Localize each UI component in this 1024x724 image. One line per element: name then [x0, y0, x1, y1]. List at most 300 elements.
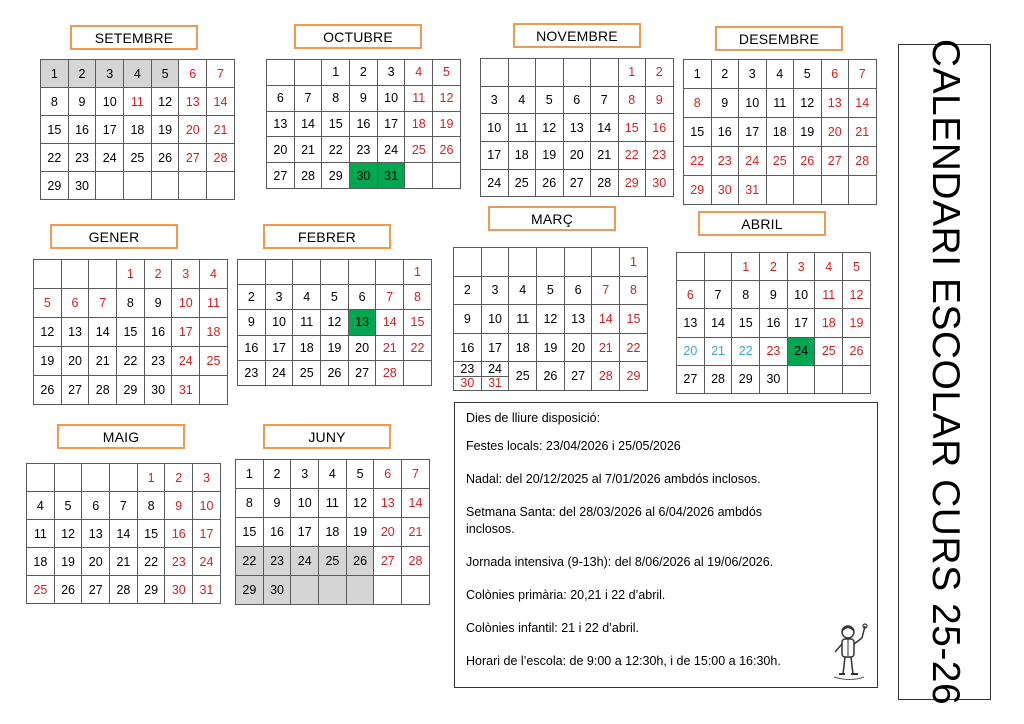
empty-day-cell [34, 260, 62, 289]
day-cell: 18 [508, 142, 536, 170]
week-row [684, 60, 877, 89]
empty-day-cell [96, 172, 124, 200]
day-cell: 2 [646, 59, 674, 87]
empty-day-cell [843, 365, 871, 393]
day-cell: 3 [291, 460, 319, 489]
day-cell: 25 [509, 362, 537, 391]
week-row [481, 59, 674, 87]
week-row [677, 253, 871, 281]
empty-day-cell [238, 260, 266, 285]
day-cell: 20 [821, 118, 849, 147]
month-title-setembre: SETEMBRE [70, 25, 198, 50]
day-cell: 7 [591, 86, 619, 114]
day-cell: 31 [172, 376, 200, 405]
empty-day-cell [319, 576, 347, 605]
empty-day-cell [346, 576, 374, 605]
note-setmana-santa: Setmana Santa: del 28/03/2026 al 6/04/2026 ambdós inclosos. [466, 505, 763, 536]
empty-day-cell [454, 248, 482, 277]
day-cell: 1 [137, 464, 165, 492]
day-number: 31 [488, 375, 502, 390]
day-cell: 3 [481, 86, 509, 114]
day-cell: 4 [508, 86, 536, 114]
week-row [34, 318, 228, 347]
empty-day-cell [27, 464, 55, 492]
week-row [34, 289, 228, 318]
day-cell: 5 [794, 60, 822, 89]
note-festes-locals: Festes locals: 23/04/2026 i 25/05/2026 [466, 439, 681, 453]
note-horari: Horari de l’escola: de 9:00 a 12:30h, i de 15:00 a 16:30h. [466, 654, 781, 668]
day-cell: 17 [265, 335, 293, 360]
day-cell: 25 [319, 547, 347, 576]
day-cell: 15 [732, 309, 760, 337]
empty-day-cell [124, 172, 152, 200]
day-cell: 13 [179, 88, 207, 116]
day-cell: 15 [684, 118, 712, 147]
day-cell: 4 [766, 60, 794, 89]
day-cell: 9 [646, 86, 674, 114]
day-cell: 5 [346, 460, 374, 489]
day-cell: 28 [849, 147, 877, 176]
week-row [236, 460, 430, 489]
day-cell: 13 [348, 310, 376, 335]
day-cell: 17 [193, 520, 221, 548]
day-cell: 5 [321, 285, 349, 310]
day-cell: 23 [646, 142, 674, 170]
day-cell: 12 [843, 281, 871, 309]
day-cell: 16 [646, 114, 674, 142]
day-cell: 20 [374, 518, 402, 547]
day-number: 24 [482, 363, 509, 377]
day-cell: 11 [509, 305, 537, 334]
day-cell: 26 [151, 144, 179, 172]
day-cell: 10 [172, 289, 200, 318]
day-cell: 20 [82, 548, 110, 576]
day-cell: 15 [117, 318, 145, 347]
week-row [454, 248, 648, 277]
day-cell: 16 [711, 118, 739, 147]
empty-day-cell [265, 260, 293, 285]
day-cell: 21 [704, 337, 732, 365]
day-cell: 1 [684, 60, 712, 89]
day-cell: 14 [376, 310, 404, 335]
day-cell: 5 [433, 60, 461, 86]
day-cell: 1 [618, 59, 646, 87]
empty-day-cell [200, 376, 228, 405]
day-cell: 7 [294, 85, 322, 111]
day-cell: 2 [165, 464, 193, 492]
day-cell: 27 [374, 547, 402, 576]
day-cell: 21 [591, 142, 619, 170]
month-title-febrer: FEBRER [263, 224, 391, 249]
day-cell: 6 [82, 492, 110, 520]
day-cell: 5 [537, 276, 565, 305]
empty-day-cell [374, 576, 402, 605]
month-title-maig: MAIG [57, 424, 185, 449]
day-cell: 18 [319, 518, 347, 547]
day-cell: 30 [263, 576, 291, 605]
day-cell: 8 [404, 285, 432, 310]
day-cell: 15 [404, 310, 432, 335]
week-row [34, 376, 228, 405]
empty-day-cell [821, 176, 849, 205]
day-cell: 8 [117, 289, 145, 318]
day-cell: 4 [815, 253, 843, 281]
day-cell: 30 [646, 169, 674, 197]
week-row [684, 118, 877, 147]
empty-day-cell [348, 260, 376, 285]
note-colonies-infantil: Colònies infantil: 21 i 22 d’abril. [466, 621, 640, 635]
month-title-desembre: DESEMBRE [715, 26, 843, 51]
day-cell: 23 [263, 547, 291, 576]
day-cell: 30 [350, 163, 378, 189]
day-cell: 12 [321, 310, 349, 335]
day-cell: 12 [536, 114, 564, 142]
day-cell: 26 [346, 547, 374, 576]
day-cell: 31 [739, 176, 767, 205]
month-grid-maig [26, 463, 221, 604]
day-cell: 19 [794, 118, 822, 147]
day-cell: 12 [794, 89, 822, 118]
day-cell: 26 [537, 362, 565, 391]
day-cell: 22 [732, 337, 760, 365]
month-title-novembre: NOVEMBRE [513, 23, 641, 48]
week-row [454, 333, 648, 362]
day-cell: 6 [348, 285, 376, 310]
week-row [481, 169, 674, 197]
week-row [34, 260, 228, 289]
empty-day-cell [151, 172, 179, 200]
day-cell: 3 [96, 60, 124, 88]
day-cell: 13 [82, 520, 110, 548]
day-cell: 8 [322, 85, 350, 111]
calendar-title-box [898, 38, 991, 706]
day-cell: 11 [766, 89, 794, 118]
note-colonies-primaria: Colònies primària: 20,21 i 22 d’abril. [466, 588, 666, 602]
day-cell: 14 [110, 520, 138, 548]
day-cell: 30 [165, 576, 193, 604]
notes-heading: Dies de lliure disposició: [466, 411, 601, 425]
week-row [238, 335, 432, 360]
day-cell: 15 [620, 305, 648, 334]
day-cell: 9 [165, 492, 193, 520]
day-cell: 22 [404, 335, 432, 360]
day-cell: 4 [27, 492, 55, 520]
week-row [238, 260, 432, 285]
day-cell: 22 [117, 347, 145, 376]
empty-day-cell [815, 365, 843, 393]
day-cell: 11 [405, 85, 433, 111]
week-row [684, 89, 877, 118]
week-row [267, 60, 461, 86]
empty-day-cell [433, 163, 461, 189]
day-cell: 5 [54, 492, 82, 520]
empty-day-cell [481, 59, 509, 87]
day-cell: 7 [849, 60, 877, 89]
day-cell: 19 [843, 309, 871, 337]
week-row [454, 305, 648, 334]
week-row [41, 116, 235, 144]
empty-day-cell [509, 248, 537, 277]
month-grid-setembre [40, 59, 235, 200]
day-cell: 29 [684, 176, 712, 205]
day-cell: 12 [34, 318, 62, 347]
day-cell: 3 [739, 60, 767, 89]
knight-mascot-icon [830, 622, 870, 684]
day-cell: 7 [89, 289, 117, 318]
day-cell: 26 [54, 576, 82, 604]
day-cell: 28 [294, 163, 322, 189]
day-cell: 11 [815, 281, 843, 309]
month-grid-novembre [480, 58, 674, 197]
week-row [238, 310, 432, 335]
day-cell: 13 [61, 318, 89, 347]
day-cell: 23 [350, 137, 378, 163]
day-cell: 23 [238, 360, 266, 385]
day-cell: 6 [821, 60, 849, 89]
day-cell: 12 [54, 520, 82, 548]
day-cell: 28 [376, 360, 404, 385]
day-cell: 20 [563, 142, 591, 170]
empty-day-cell [766, 176, 794, 205]
day-cell: 3 [193, 464, 221, 492]
empty-day-cell [849, 176, 877, 205]
week-row [27, 576, 221, 604]
day-cell: 21 [402, 518, 430, 547]
day-cell: 21 [376, 335, 404, 360]
day-cell: 6 [179, 60, 207, 88]
day-cell: 11 [293, 310, 321, 335]
day-cell: 20 [348, 335, 376, 360]
day-cell: 29 [620, 362, 648, 391]
day-cell: 16 [760, 309, 788, 337]
month-title-mar: MARÇ [488, 206, 616, 231]
day-cell: 18 [27, 548, 55, 576]
day-cell: 27 [61, 376, 89, 405]
day-cell: 17 [377, 111, 405, 137]
day-cell: 22 [620, 333, 648, 362]
week-row [236, 547, 430, 576]
day-cell: 20 [267, 137, 295, 163]
day-cell: 11 [319, 489, 347, 518]
day-cell: 10 [96, 88, 124, 116]
day-cell: 10 [787, 281, 815, 309]
week-row [267, 111, 461, 137]
day-cell: 9 [711, 89, 739, 118]
empty-day-cell [536, 59, 564, 87]
day-cell: 28 [207, 144, 235, 172]
day-cell: 18 [200, 318, 228, 347]
day-cell: 25 [200, 347, 228, 376]
day-cell: 7 [376, 285, 404, 310]
day-cell: 2 [711, 60, 739, 89]
day-cell: 13 [564, 305, 592, 334]
day-cell: 22 [236, 547, 264, 576]
day-cell: 8 [620, 276, 648, 305]
empty-day-cell [293, 260, 321, 285]
day-cell: 27 [563, 169, 591, 197]
day-cell: 10 [481, 114, 509, 142]
day-cell: 30 [68, 172, 96, 200]
week-row [684, 176, 877, 205]
empty-day-cell [294, 60, 322, 86]
day-cell: 31 [377, 163, 405, 189]
day-cell: 7 [110, 492, 138, 520]
week-row [41, 144, 235, 172]
empty-day-cell [563, 59, 591, 87]
day-cell: 4 [319, 460, 347, 489]
day-cell: 11 [124, 88, 152, 116]
month-title-juny: JUNY [263, 424, 391, 449]
day-cell: 3 [787, 253, 815, 281]
day-cell: 27 [82, 576, 110, 604]
note-jornada-intensiva: Jornada intensiva (9-13h): del 8/06/2026 al 19/06/2026. [466, 555, 774, 569]
day-cell: 18 [509, 333, 537, 362]
week-row [27, 520, 221, 548]
week-row [481, 142, 674, 170]
day-cell: 11 [200, 289, 228, 318]
week-row [41, 60, 235, 88]
day-cell: 14 [207, 88, 235, 116]
day-cell: 1 [404, 260, 432, 285]
day-cell: 23 [711, 147, 739, 176]
day-cell: 22 [322, 137, 350, 163]
day-cell: 25 [124, 144, 152, 172]
notes-box [454, 402, 878, 688]
day-cell: 29 [236, 576, 264, 605]
day-cell: 5 [536, 86, 564, 114]
day-cell: 22 [137, 548, 165, 576]
day-cell: 9 [238, 310, 266, 335]
empty-day-cell [321, 260, 349, 285]
day-cell: 12 [433, 85, 461, 111]
day-cell: 4 [405, 60, 433, 86]
day-cell: 2 [238, 285, 266, 310]
day-cell: 15 [322, 111, 350, 137]
day-cell: 14 [402, 489, 430, 518]
day-cell: 29 [41, 172, 69, 200]
day-cell: 14 [704, 309, 732, 337]
month-title-gener: GENER [50, 224, 178, 249]
day-cell: 10 [291, 489, 319, 518]
day-cell: 21 [110, 548, 138, 576]
day-cell: 19 [34, 347, 62, 376]
day-cell: 1 [732, 253, 760, 281]
day-cell: 5 [151, 60, 179, 88]
month-grid-febrer [237, 259, 432, 386]
week-row [267, 137, 461, 163]
day-cell: 4 [124, 60, 152, 88]
day-cell: 16 [263, 518, 291, 547]
day-cell: 30 [711, 176, 739, 205]
day-cell: 28 [89, 376, 117, 405]
day-cell: 10 [739, 89, 767, 118]
day-cell: 28 [592, 362, 620, 391]
day-cell: 28 [704, 365, 732, 393]
week-row [454, 362, 648, 391]
day-cell: 26 [433, 137, 461, 163]
day-cell: 24 [265, 360, 293, 385]
week-row [41, 172, 235, 200]
day-cell: 13 [267, 111, 295, 137]
day-cell: 11 [27, 520, 55, 548]
week-row [677, 365, 871, 393]
day-cell: 21 [207, 116, 235, 144]
day-cell: 27 [821, 147, 849, 176]
day-cell: 24 [739, 147, 767, 176]
day-cell: 26 [321, 360, 349, 385]
day-cell: 17 [481, 142, 509, 170]
day-cell: 11 [508, 114, 536, 142]
day-cell: 16 [454, 333, 482, 362]
day-cell: 9 [760, 281, 788, 309]
day-cell: 20 [677, 337, 705, 365]
day-cell: 18 [293, 335, 321, 360]
month-grid-octubre [266, 59, 461, 189]
day-cell: 13 [821, 89, 849, 118]
day-cell: 26 [843, 337, 871, 365]
month-grid-desembre [683, 59, 877, 205]
day-cell-double [454, 362, 482, 391]
empty-day-cell [376, 260, 404, 285]
day-cell: 17 [291, 518, 319, 547]
day-cell: 23 [68, 144, 96, 172]
day-cell: 30 [760, 365, 788, 393]
day-cell: 15 [236, 518, 264, 547]
day-cell: 2 [760, 253, 788, 281]
day-cell: 24 [481, 169, 509, 197]
day-cell: 18 [815, 309, 843, 337]
day-cell: 25 [293, 360, 321, 385]
empty-day-cell [291, 576, 319, 605]
day-cell: 9 [144, 289, 172, 318]
day-cell: 1 [236, 460, 264, 489]
week-row [236, 489, 430, 518]
day-cell: 19 [433, 111, 461, 137]
day-cell: 2 [454, 276, 482, 305]
day-cell: 29 [322, 163, 350, 189]
day-cell: 7 [704, 281, 732, 309]
day-cell: 10 [265, 310, 293, 335]
day-cell: 30 [144, 376, 172, 405]
week-row [677, 337, 871, 365]
week-row [27, 464, 221, 492]
day-cell: 22 [684, 147, 712, 176]
day-cell: 17 [96, 116, 124, 144]
day-cell: 8 [684, 89, 712, 118]
day-number: 30 [460, 375, 475, 390]
day-cell: 18 [405, 111, 433, 137]
day-cell: 19 [346, 518, 374, 547]
day-cell: 1 [41, 60, 69, 88]
week-row [481, 86, 674, 114]
day-cell: 25 [815, 337, 843, 365]
day-cell: 6 [563, 86, 591, 114]
day-cell: 29 [618, 169, 646, 197]
day-cell: 24 [787, 337, 815, 365]
calendar-title: CALENDARI ESCOLAR CURS 25-26 [923, 38, 967, 706]
empty-day-cell [537, 248, 565, 277]
day-cell: 27 [677, 365, 705, 393]
day-cell: 9 [263, 489, 291, 518]
day-cell: 12 [346, 489, 374, 518]
day-cell: 6 [564, 276, 592, 305]
day-cell: 17 [481, 333, 509, 362]
day-cell: 14 [592, 305, 620, 334]
day-cell: 28 [110, 576, 138, 604]
week-row [677, 281, 871, 309]
empty-day-cell [82, 464, 110, 492]
day-cell: 1 [117, 260, 145, 289]
